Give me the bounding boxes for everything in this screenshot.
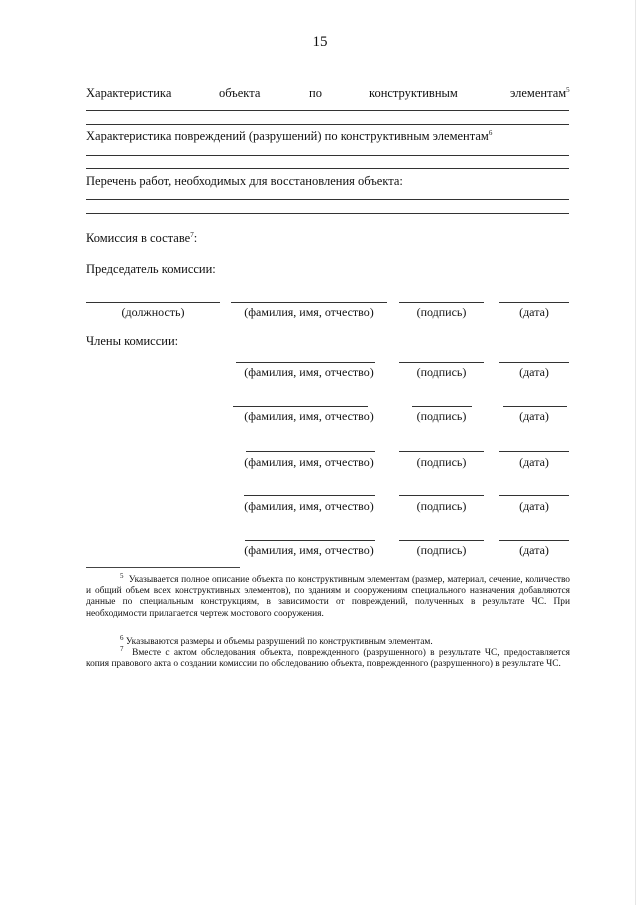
signature-line (412, 406, 472, 407)
position-line (86, 302, 220, 303)
structure-word-5: элементам$^5$ (510, 85, 570, 100)
name-caption: (фамилия, имя, отчество) (244, 543, 374, 557)
works-heading: Перечень работ, необходимых для восстановления объекта: (86, 174, 403, 188)
name-line (245, 540, 375, 541)
signature-caption: (подпись) (416, 499, 467, 513)
page-number: 15 (312, 34, 328, 50)
damage-heading: Характеристика повреждений (разрушений) по конструктивным элементам$^6$ (86, 128, 493, 143)
page-edge (635, 0, 636, 905)
commission-title: Комиссия в составе$^7$: (86, 230, 198, 245)
name-line (236, 362, 375, 363)
fill-line (86, 124, 569, 125)
structure-word-4: конструктивным (369, 86, 458, 100)
name-line (233, 406, 368, 407)
date-caption: (дата) (519, 543, 549, 557)
signature-caption: (подпись) (416, 305, 467, 319)
date-line (499, 540, 569, 541)
signature-caption: (подпись) (416, 365, 467, 379)
footnote-ref-6: 6 (488, 128, 493, 137)
date-line (503, 406, 567, 407)
footnote-7-mark: 7 (120, 644, 124, 653)
name-line (246, 451, 375, 452)
fill-line (86, 110, 569, 111)
position-caption: (должность) (121, 305, 185, 319)
name-line (244, 495, 375, 496)
name-caption: (фамилия, имя, отчество) (244, 305, 374, 319)
signature-line (399, 495, 484, 496)
date-line (499, 495, 569, 496)
name-caption: (фамилия, имя, отчество) (244, 499, 374, 513)
date-line (499, 362, 569, 363)
name-caption: (фамилия, имя, отчество) (244, 365, 374, 379)
date-caption: (дата) (519, 499, 549, 513)
members-label: Члены комиссии: (86, 334, 179, 348)
footnote-5-mark: 5 (120, 571, 124, 580)
footnote-6: $^6$ Указываются размеры и объемы разрушений по конструктивным элементам. (120, 633, 433, 647)
footnote-ref-5: 5 (566, 85, 570, 94)
signature-line (399, 451, 484, 452)
name-caption: (фамилия, имя, отчество) (244, 409, 374, 423)
footnote-5: $^5$ Указывается полное описание объекта по конструктивным элементам (размер, материал, сечение, количество и общий объем всех конструктивных элементов), по зданиям и сооружениям специального назначения добавляются данные по специальным конструкциям, в зависимости от повреждений, полученных в результате ЧС. При необходимости прилагается чертеж мостового сооружения. (86, 571, 570, 619)
structure-word-3: по (309, 86, 322, 100)
name-line (231, 302, 387, 303)
name-caption: (фамилия, имя, отчество) (244, 455, 374, 469)
fill-line (86, 199, 569, 200)
date-line (499, 451, 569, 452)
date-line (499, 302, 569, 303)
signature-line (399, 362, 484, 363)
footnote-separator (86, 567, 240, 568)
structure-word-2: объекта (219, 86, 261, 100)
structure-word-1: Характеристика (86, 86, 172, 100)
signature-caption: (подпись) (416, 543, 467, 557)
footnote-7: $^7$ Вместе с актом обследования объекта, поврежденного (разрушенного) в результате ЧС, предоставляется копия правового акта о создании комиссии по обследованию объекта, поврежденного (разрушенного) в результате ЧС. (86, 644, 570, 670)
signature-line (399, 302, 484, 303)
footnote-ref-7: 7 (190, 230, 194, 239)
footnote-6-mark: 6 (120, 633, 124, 642)
date-caption: (дата) (519, 305, 549, 319)
chairman-label: Председатель комиссии: (86, 262, 216, 276)
date-caption: (дата) (519, 409, 549, 423)
fill-line (86, 168, 569, 169)
signature-caption: (подпись) (416, 409, 467, 423)
fill-line (86, 213, 569, 214)
fill-line (86, 155, 569, 156)
signature-caption: (подпись) (416, 455, 467, 469)
date-caption: (дата) (519, 455, 549, 469)
signature-line (399, 540, 484, 541)
date-caption: (дата) (519, 365, 549, 379)
